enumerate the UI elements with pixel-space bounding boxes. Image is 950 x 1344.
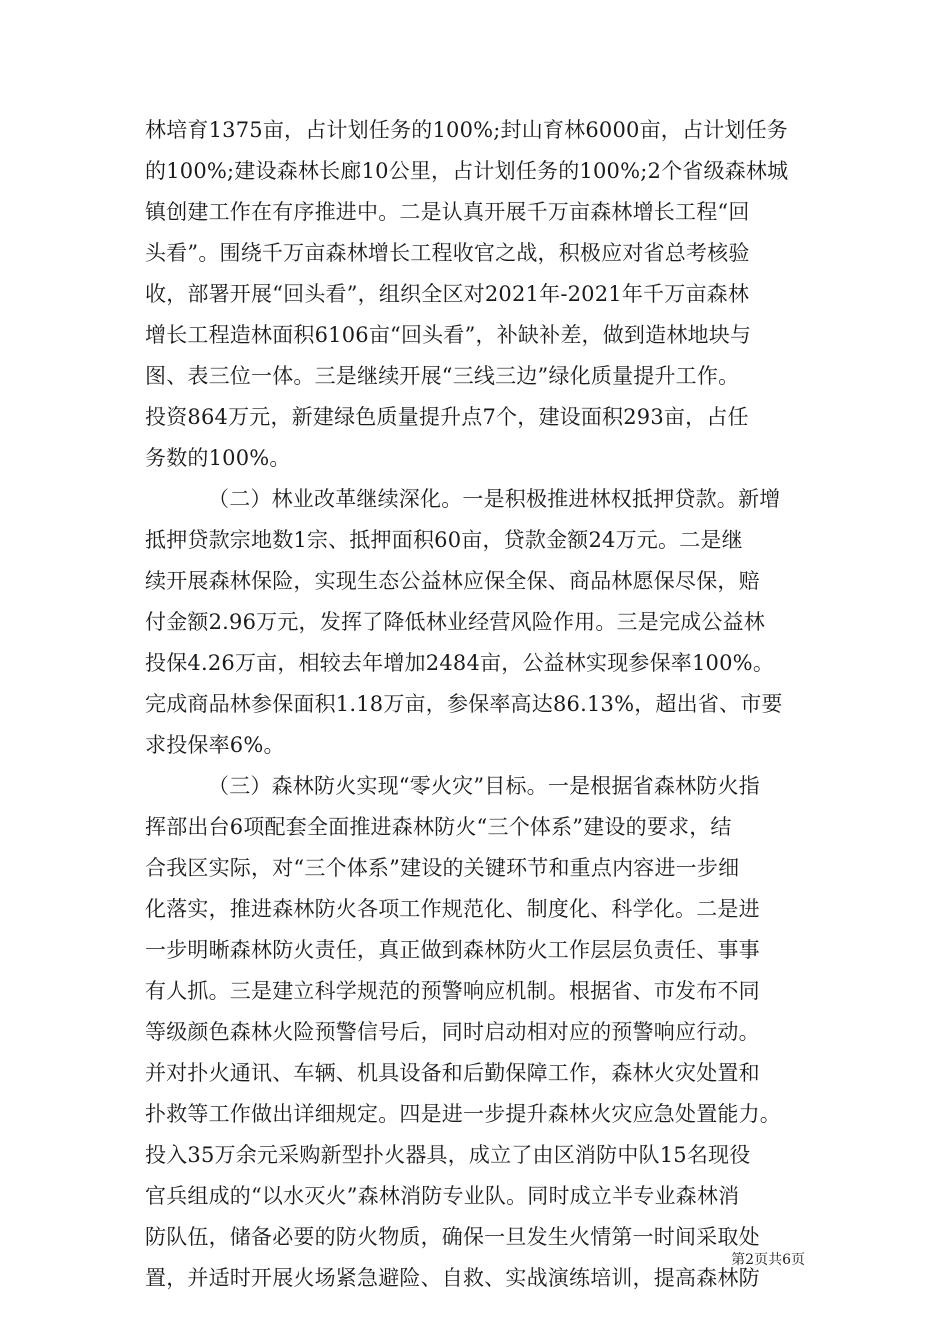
text-line: 增长工程造林面积6106亩“回头看”，补缺补差，做到造林地块与 — [145, 323, 752, 347]
text-line: 投入35万余元采购新型扑火器具，成立了由区消防中队15名现役 — [145, 1143, 751, 1167]
text-line: 续开展森林保险，实现生态公益林应保全保、商品林愿保尽保，赔 — [145, 569, 760, 593]
page-number-footer: 第2页共6页 — [731, 1252, 805, 1268]
text-line: 合我区实际，对“三个体系”建设的关键环节和重点内容进一步细 — [145, 856, 740, 880]
text-line: 等级颜色森林火险预警信号后，同时启动相对应的预警响应行动。 — [145, 1020, 760, 1044]
text-line: 完成商品林参保面积1.18万亩，参保率高达86.13%，超出省、市要 — [145, 692, 783, 716]
text-line: 置，并适时开展火场紧急避险、自救、实战演练培训，提高森林防 — [145, 1266, 760, 1290]
text-line: 林培育1375亩，占计划任务的100%;封山育林6000亩，占计划任务 — [145, 118, 788, 142]
text-line: 投资864万元，新建绿色质量提升点7个，建设面积293亩，占任 — [145, 405, 749, 429]
text-line: 并对扑火通讯、车辆、机具设备和后勤保障工作，森林火灾处置和 — [145, 1061, 760, 1085]
text-line: 镇创建工作在有序推进中。二是认真开展千万亩森林增长工程“回 — [145, 200, 750, 224]
text-line: 务数的100%。 — [145, 446, 291, 470]
text-line: 化落实，推进森林防火各项工作规范化、制度化、科学化。二是进 — [145, 897, 760, 921]
text-line: 防队伍，储备必要的防火物质，确保一旦发生火情第一时间采取处 — [145, 1225, 760, 1249]
text-line: 抵押贷款宗地数1宗、抵押面积60亩，贷款金额24万元。二是继 — [145, 528, 743, 552]
text-line: 投保4.26万亩，相较去年增加2484亩，公益林实现参保率100%。 — [145, 651, 775, 675]
paragraph-heading-line: （二）林业改革继续深化。一是积极推进林权抵押贷款。新增 — [208, 487, 781, 511]
text-line: 头看”。围绕千万亩森林增长工程收官之战，积极应对省总考核验 — [145, 241, 750, 265]
text-line: 图、表三位一体。三是继续开展“三线三边”绿化质量提升工作。 — [145, 364, 740, 388]
text-line: 有人抓。三是建立科学规范的预警响应机制。根据省、市发布不同 — [145, 979, 760, 1003]
text-line: 付金额2.96万元，发挥了降低林业经营风险作用。三是完成公益林 — [145, 610, 765, 634]
text-line: 扑救等工作做出详细规定。四是进一步提升森林火灾应急处置能力。 — [145, 1102, 781, 1126]
text-line: 的100%;建设森林长廊10公里，占计划任务的100%;2个省级森林城 — [145, 159, 789, 183]
text-line: 官兵组成的“以水灭火”森林消防专业队。同时成立半专业森林消 — [145, 1184, 740, 1208]
text-line: 求投保率6%。 — [145, 733, 285, 757]
text-line: 一步明晰森林防火责任，真正做到森林防火工作层层负责任、事事 — [145, 938, 760, 962]
paragraph-heading-line: （三）森林防火实现“零火灾”目标。一是根据省森林防火指 — [208, 774, 760, 798]
document-body — [145, 110, 805, 1299]
text-line: 收，部署开展“回头看”，组织全区对2021年-2021年千万亩森林 — [145, 282, 750, 306]
text-line: 挥部出台6项配套全面推进森林防火“三个体系”建设的要求，结 — [145, 815, 732, 839]
